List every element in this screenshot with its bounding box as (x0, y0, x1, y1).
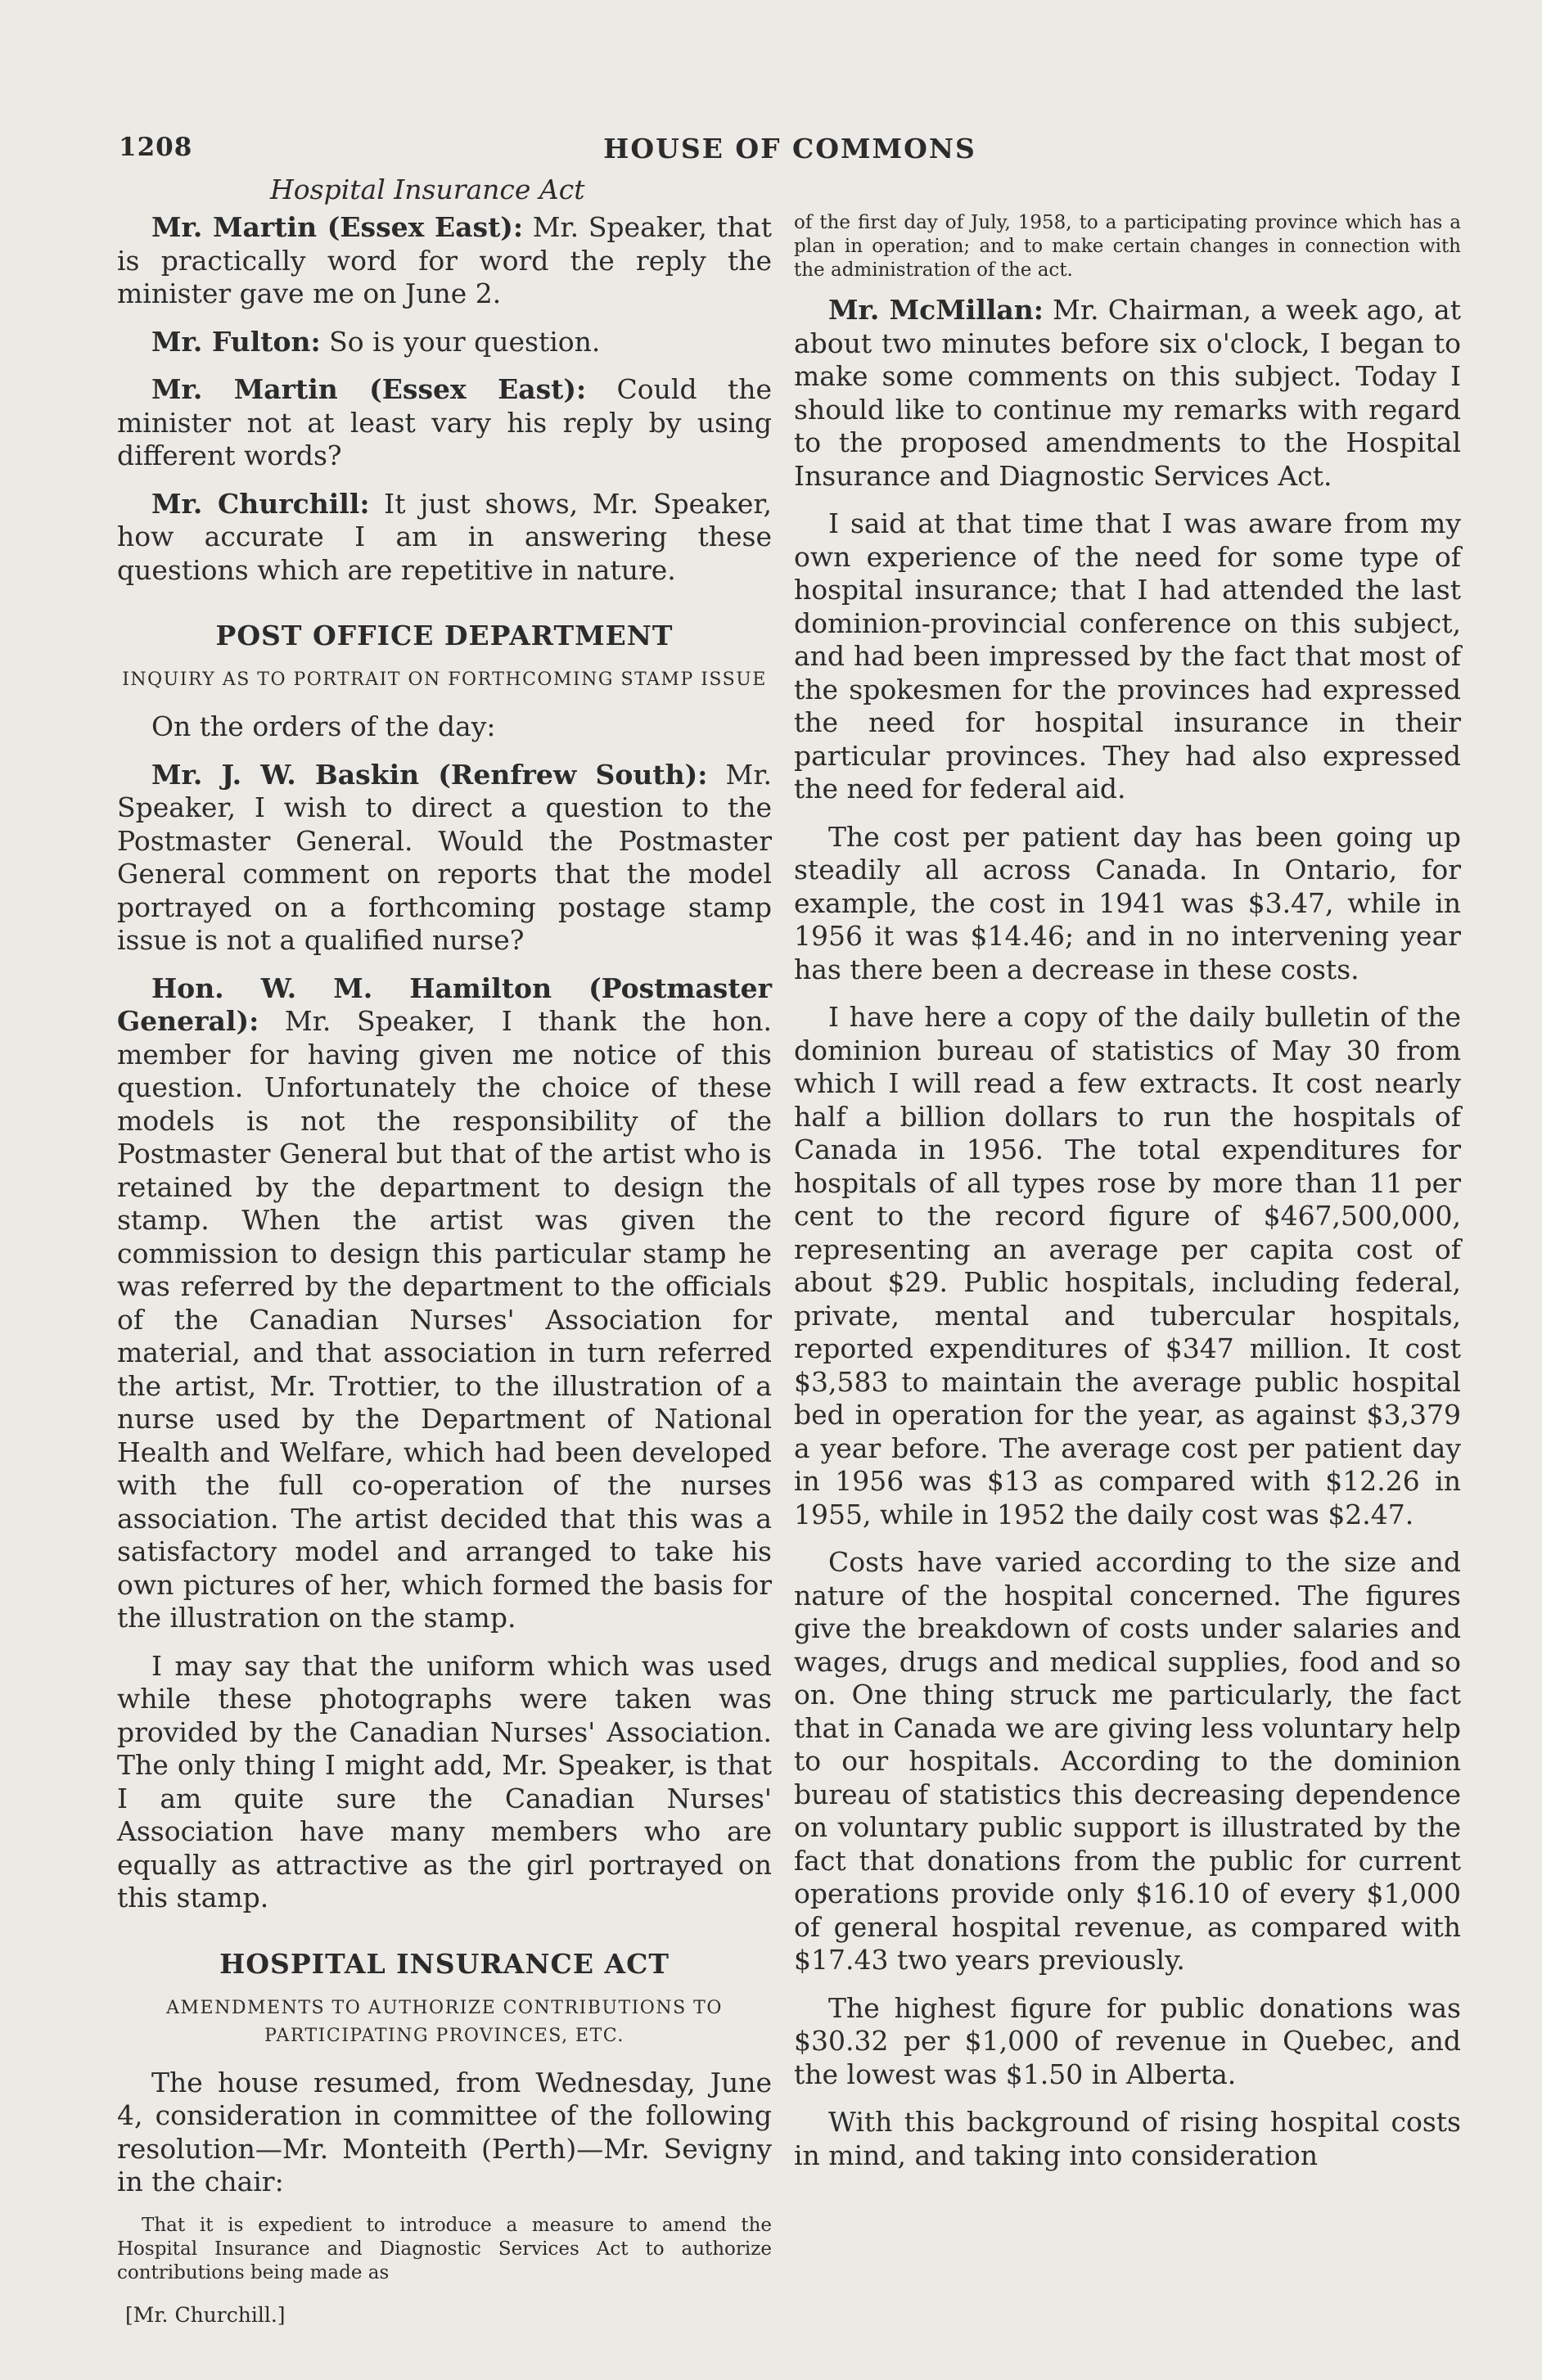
speaker-name: Mr. Martin (Essex East): (151, 211, 524, 243)
running-subtitle: Hospital Insurance Act (270, 174, 585, 205)
paragraph (117, 211, 772, 311)
speaker-name: Mr. Martin (Essex East): (151, 373, 587, 405)
section-heading: POST OFFICE DEPARTMENT (215, 620, 674, 651)
speech-text: Mr. Speaker, that is practically word for word the reply the minister gave me on June 2. (117, 211, 773, 309)
page-number: 1208 (119, 133, 193, 162)
speaker-name: Mr. McMillan: (828, 294, 1044, 326)
paragraph (117, 488, 772, 588)
page-title: HOUSE OF COMMONS (603, 133, 976, 165)
paragraph: On the orders of the day: (151, 710, 496, 742)
speech-text: Could the minister not at least vary his reply by using different words? (117, 373, 772, 471)
section-subheading: AMENDMENTS TO AUTHORIZE CONTRIBUTIONS TO PARTICIPATING PROVINCES, ETC. (166, 1997, 723, 2046)
speaker-name: Hon. W. M. Hamilton (Postmaster General): (117, 971, 772, 1037)
paragraph (117, 972, 772, 1635)
paragraph: The house resumed, from Wednesday, June 4, consideration in committee of the following resolution—Mr. Monteith (Perth)—Mr. Sevigny in the chair: (117, 2066, 772, 2197)
right-column (794, 211, 1461, 2187)
speaker-name: Mr. Fulton: (151, 325, 321, 358)
paragraph: I may say that the uniform which was used while these photographs were taken was provided by the Canadian Nurses' Association. The only thing I might add, Mr. Speaker, is that I am quite sure the Canadian Nurses' Association have many members who are equally as attractive as the girl portrayed on this stamp. (117, 1649, 772, 1913)
speaker-name: Mr. J. W. Baskin (Renfrew South): (151, 758, 708, 791)
paragraph (117, 759, 772, 958)
speaker-name: Mr. Churchill: (151, 487, 370, 520)
speech-text: Mr. Chairman, a week ago, at about two minutes before six o'clock, I began to make some comments on this subject. Today I should like to continue my remarks with regard to the proposed amendments to the Hospital Insurance and Diagnostic Services Act. (794, 294, 1461, 492)
left-column (117, 211, 772, 2327)
resolution-text: That it is expedient to introduce a measure to amend the Hospital Insurance and Diagnostic Services Act to authorize contributions being made as (117, 2214, 772, 2283)
page-header (119, 133, 1461, 174)
resolution-continued: of the first day of July, 1958, to a participating province which has a plan in operation; and to make certain changes in connection with the administration of the act. (794, 212, 1461, 281)
speech-text: Mr. Speaker, I wish to direct a question to the Postmaster General. Would the Postmaster General comment on reports that the model portrayed on a forthcoming postage stamp issue is not a qualified nurse? (117, 758, 772, 956)
paragraph (117, 373, 772, 473)
page-footer: [Mr. Churchill.] (125, 2302, 286, 2327)
paragraph (117, 326, 772, 359)
paragraph: The cost per patient day has been going up steadily all across Canada. In Ontario, for example, the cost in 1941 was $3.47, while in 1956 it was $14.46; and in no intervening year has there been a decrease in these costs. (794, 820, 1461, 985)
section-heading: HOSPITAL INSURANCE ACT (219, 1947, 670, 1980)
paragraph: The highest figure for public donations was $30.32 per $1,000 of revenue in Quebec, and the lowest was $1.50 in Alberta. (794, 1991, 1461, 2090)
paragraph: Costs have varied according to the size and nature of the hospital concerned. The figures give the breakdown of costs under salaries and wages, drugs and medical supplies, food and so on. One thing struck me particularly, the fact that in Canada we are giving less voluntary help to our hospitals. According to the dominion bureau of statistics this decreasing dependence on voluntary public support is illustrated by the fact that donations from the public for current operations provide only $16.10 of every $1,000 of general hospital revenue, as compared with $17.43 two years previously. (794, 1546, 1461, 1976)
paragraph: I said at that time that I was aware from my own experience of the need for some type of hospital insurance; that I had attended the last dominion-provincial conference on this subject, and had been impressed by the fact that most of the spokesmen for the provinces had expressed the need for hospital insurance in their particular provinces. They had also expressed the need for federal aid. (794, 507, 1461, 805)
paragraph: With this background of rising hospital costs in mind, and taking into consideration (794, 2106, 1461, 2171)
speech-text: It just shows, Mr. Speaker, how accurate I am in answering these questions which are repetitive in nature. (117, 487, 772, 586)
section-subheading: INQUIRY AS TO PORTRAIT ON FORTHCOMING STAMP ISSUE (122, 669, 767, 690)
speech-text: So is your question. (320, 325, 601, 358)
speech-text: Mr. Speaker, I thank the hon. member for having given me notice of this question. Unfortunately the choice of these models is not the responsibility of the Postmaster General but that of the artist who is retained by the department to design the stamp. When the artist was given the commission to design this particular stamp he was referred by the department to the officials of the Canadian Nurses' Association for material, and that association in turn referred the artist, Mr. Trottier, to the illustration of a nurse used by the Department of National Health and Welfare, which had been developed with the full co-operation of the nurses association. The artist decided that this was a satisfactory model and arranged to take his own pictures of her, which formed the basis for the illustration on the stamp. (117, 1005, 772, 1634)
paragraph: I have here a copy of the daily bulletin of the dominion bureau of statistics of May 30 from which I will read a few extracts. It cost nearly half a billion dollars to run the hospitals of Canada in 1956. The total expenditures for hospitals of all types rose by more than 11 per cent to the record figure of $467,500,000, representing an average per capita cost of about $29. Public hospitals, including federal, private, mental and tubercular hospitals, reported expenditures of $347 million. It cost $3,583 to maintain the average public hospital bed in operation for the year, as against $3,379 a year before. The average cost per patient day in 1956 was $13 as compared with $12.26 in 1955, while in 1952 the daily cost was $2.47. (794, 1001, 1461, 1530)
paragraph (794, 294, 1461, 493)
